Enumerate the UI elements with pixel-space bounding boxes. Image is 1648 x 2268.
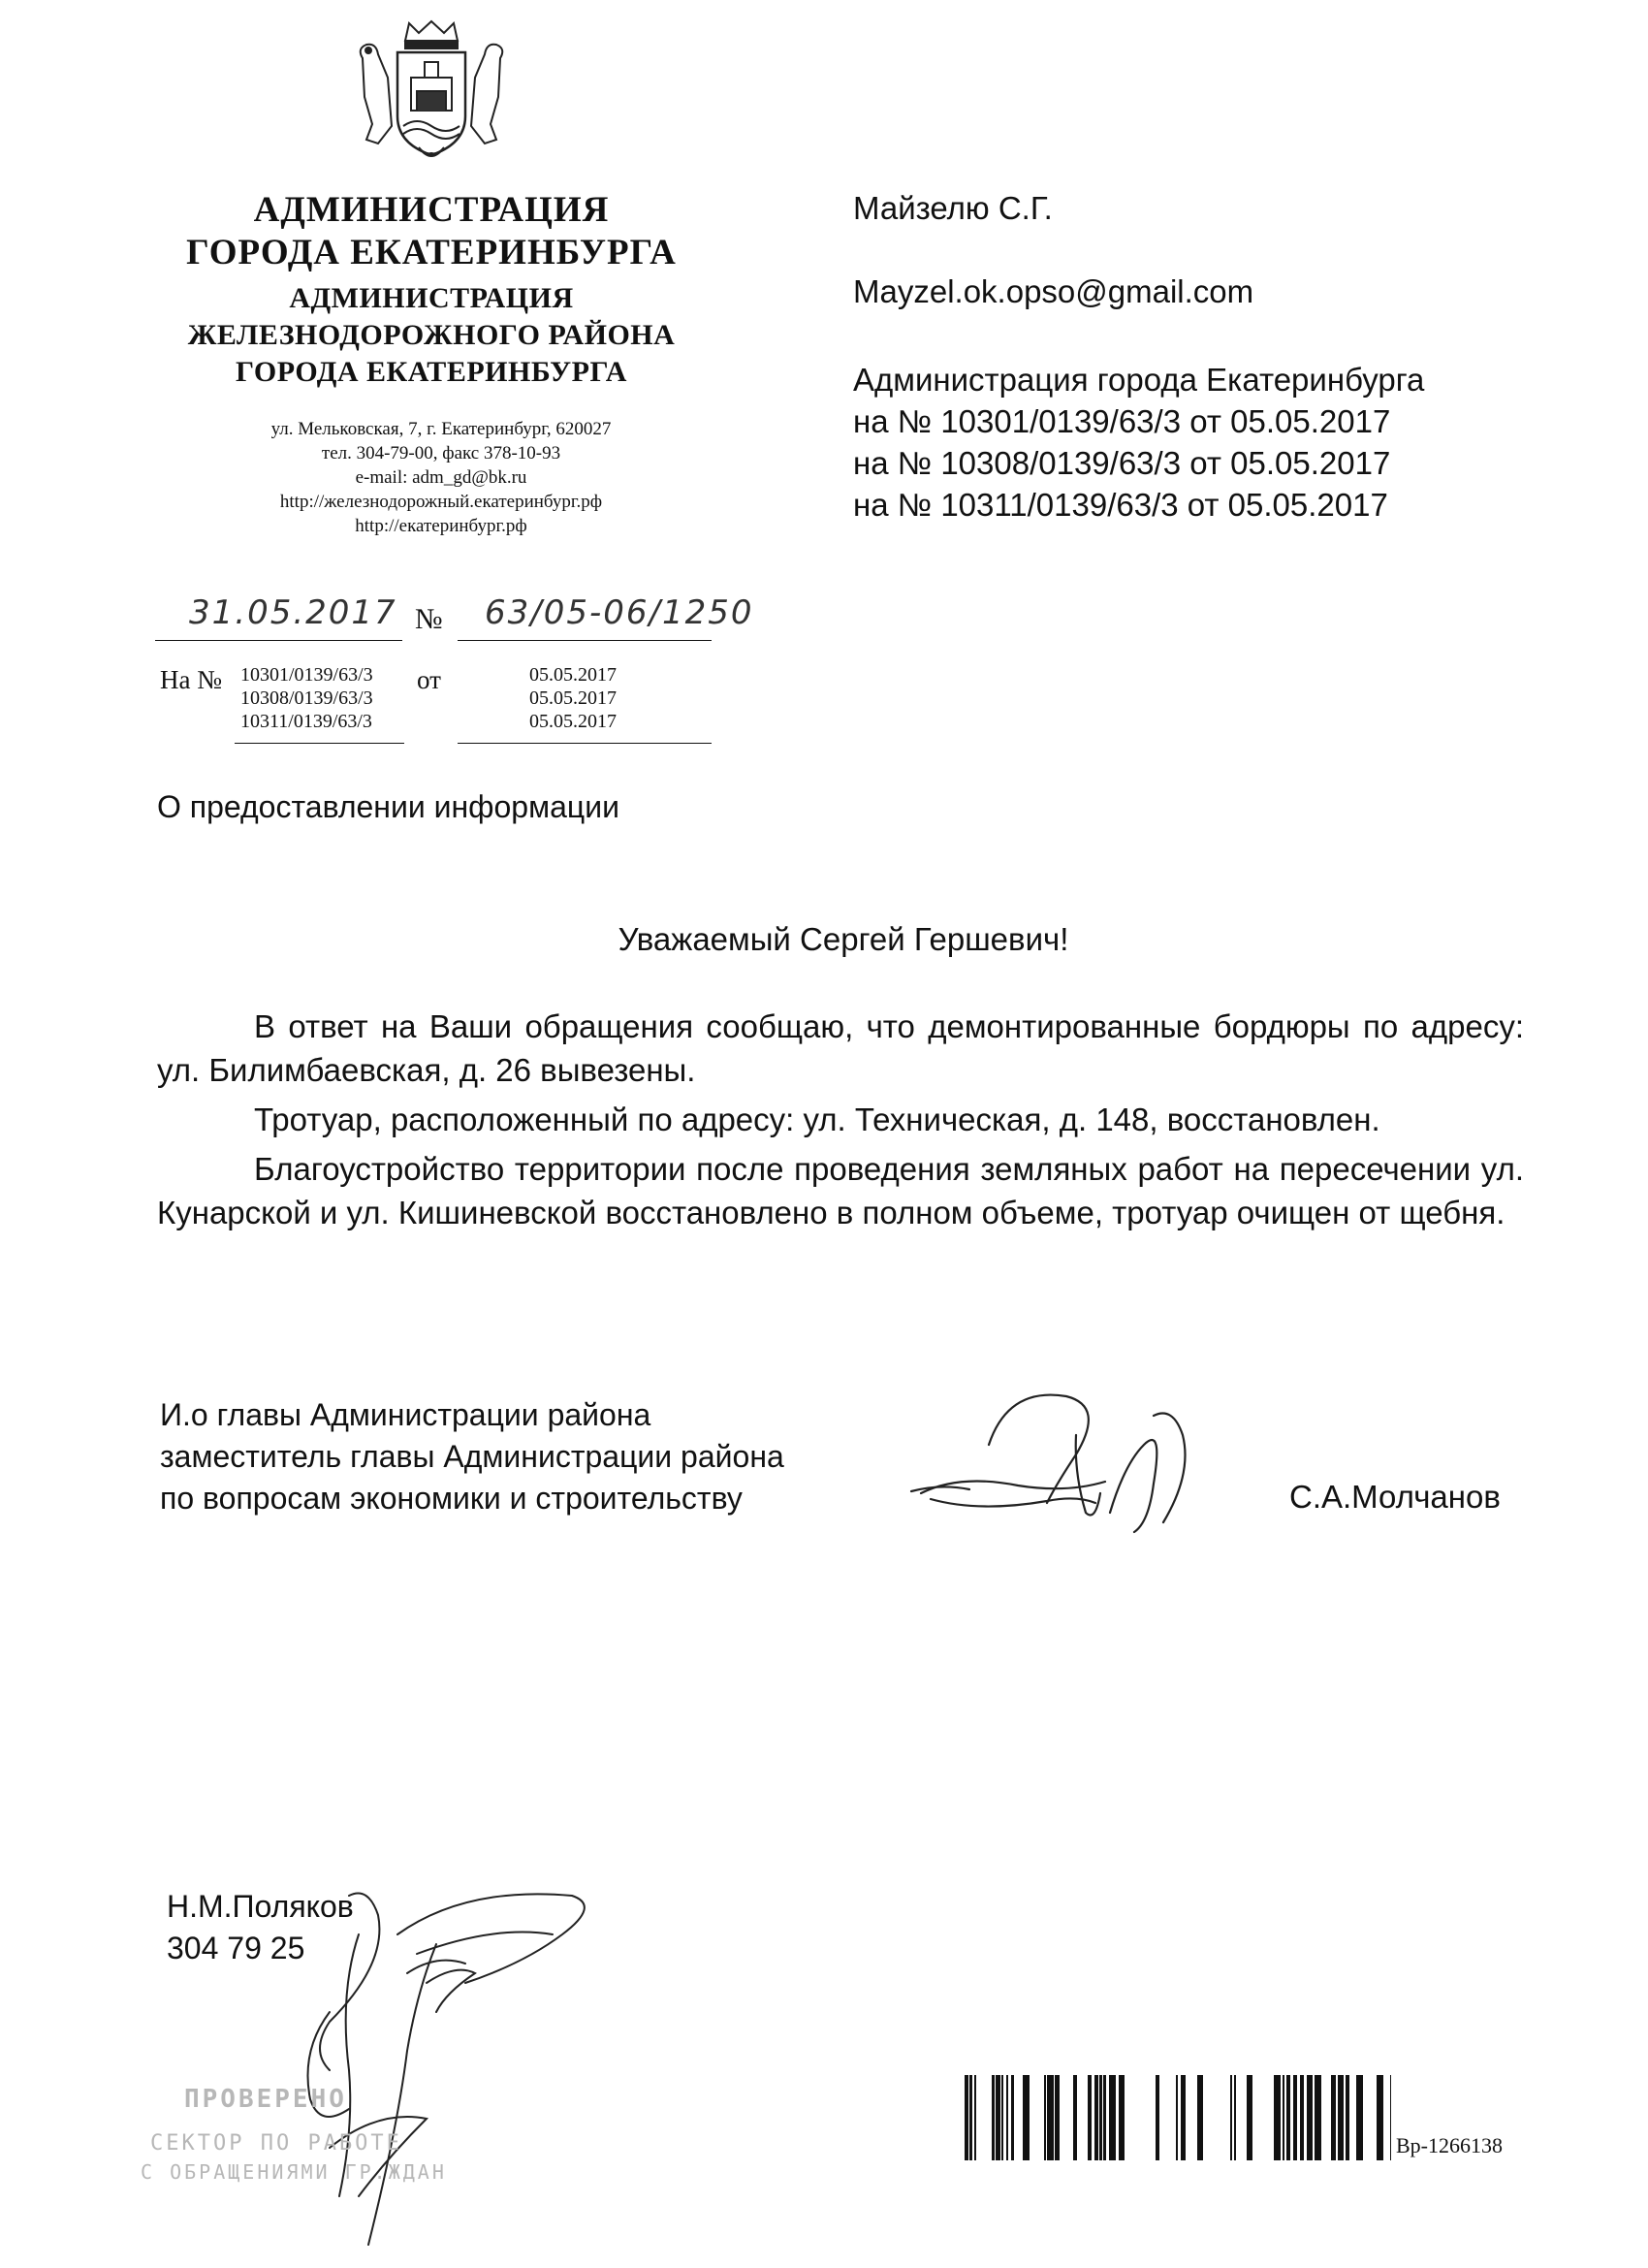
org-site-2: http://екатеринбург.рф [355,516,527,536]
signatory-title [160,1394,784,1519]
outgoing-number: 63/05-06/1250 [485,593,754,632]
addressee-via: Администрация города Екатеринбурга [853,362,1425,398]
letter-body [157,1005,1524,1234]
org-name-line2: ГОРОДА ЕКАТЕРИНБУРГА [186,233,677,272]
barcode [965,2075,1391,2160]
letter-subject: О предоставлении информации [157,789,619,824]
district-name-line1: АДМИНИСТРАЦИЯ [289,282,574,314]
paragraph-1: В ответ на Ваши обращения сообщаю, что демонтированные бордюры по адресу: ул. Билимбаевская, д. 26 вывезены. [157,1008,1524,1088]
addressee-refs [853,359,1424,526]
ref-number-2: 10308/0139/63/3 [240,687,373,709]
date-underline [155,640,402,641]
coat-of-arms-icon [349,19,514,165]
number-sign: № [415,603,443,635]
date-ref-underline [458,743,712,744]
outgoing-date: 31.05.2017 [189,593,397,632]
addressee-email: Mayzel.ok.opso@gmail.com [853,273,1254,309]
org-name-line1: АДМИНИСТРАЦИЯ [253,190,610,230]
stamp-checked: ПРОВЕРЕНО [184,2085,347,2114]
addressee-ref-1: на № 10301/0139/63/3 от 05.05.2017 [853,403,1391,439]
salutation: Уважаемый Сергей Гершевич! [618,921,1069,957]
addressee-name: Майзелю С.Г. [853,190,1053,226]
org-email: e-mail: adm_gd@bk.ru [355,467,527,488]
executor-phone: 304 79 25 [167,1931,305,1965]
signatory-title-line2: заместитель главы Администрации района [160,1439,784,1474]
number-underline [458,640,712,641]
handwritten-signature [902,1377,1231,1542]
stamp-citizens: С ОБРАЩЕНИЯМИ ГР.ЖДАН [141,2160,447,2184]
ref-date-2: 05.05.2017 [529,687,617,709]
signatory-name: С.А.Молчанов [1289,1479,1501,1515]
ref-dates [529,663,617,733]
org-address: ул. Мельковская, 7, г. Екатеринбург, 620027 [270,419,612,439]
paragraph-2: Тротуар, расположенный по адресу: ул. Техническая, д. 148, восстановлен. [254,1102,1380,1137]
barcode-id: Вр-1266138 [1396,2133,1503,2157]
ref-date-1: 05.05.2017 [529,664,617,686]
org-header [136,189,727,391]
org-phone: тел. 304-79-00, факс 378-10-93 [321,443,561,463]
addressee-ref-2: на № 10308/0139/63/3 от 05.05.2017 [853,445,1391,481]
stamp-sector: СЕКТОР ПО РАБОТЕ [150,2131,402,2156]
ref-date-3: 05.05.2017 [529,711,617,732]
ref-underline [235,743,404,744]
ref-numbers [240,663,373,733]
ref-number-3: 10311/0139/63/3 [240,711,372,732]
district-name-line2: ЖЕЛЕЗНОДОРОЖНОГО РАЙОНА [187,319,676,351]
executor-name: Н.М.Поляков [167,1889,354,1924]
paragraph-3: Благоустройство территории после проведения земляных работ на пересечении ул. Кунарской и ул. Кишиневской восстановлено в полном объеме, тротуар очищен от щебня. [157,1151,1524,1230]
addressee-ref-3: на № 10311/0139/63/3 от 05.05.2017 [853,487,1388,523]
approval-scribble [271,1876,620,2254]
from-label: от [417,665,441,694]
org-site-1: http://железнодорожный.екатеринбург.рф [279,492,603,512]
signatory-title-line1: И.о главы Администрации района [160,1397,651,1432]
ref-label: На № [160,665,222,694]
district-name-line3: ГОРОДА ЕКАТЕРИНБУРГА [236,356,627,388]
ref-number-1: 10301/0139/63/3 [240,664,373,686]
signatory-title-line3: по вопросам экономики и строительству [160,1481,743,1516]
org-contacts [165,417,717,538]
